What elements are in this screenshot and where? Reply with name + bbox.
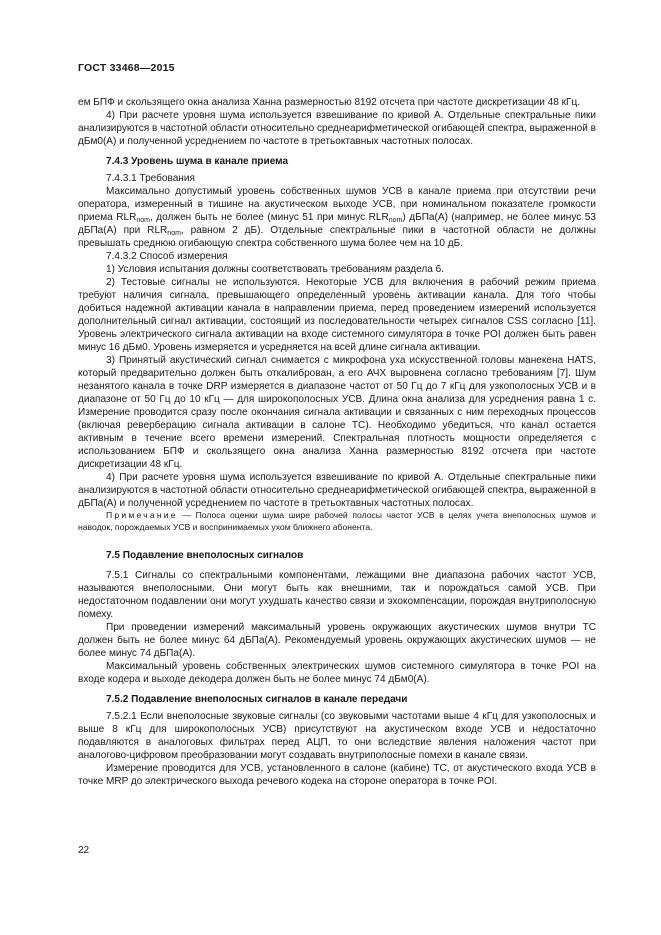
section-heading-7-5-2: 7.5.2 Подавление внеполосных сигналов в канале передачи (106, 694, 408, 705)
page-number: 22 (78, 845, 90, 856)
paragraph: 3) Принятый акустический сигнал снимается с микрофона уха искусственной головы манекена HATS, который предварительно должен быть откалиброван, а его АЧХ выровнена согласно требованиям [7]. Шум незанятого канала в точке DRP измеряется в диапазоне частот от 50 Гц до 7 кГц для узкополосных УСВ и в диапазоне от 50 Гц до 10 кГц — для широкополосных УСВ. Длина окна анализа для усреднения равна 1 с. Измерение проводится сразу после окончания сигнала активации и связанных с ним переходных процессов (включая реверберацию сигнала активации в салоне ТС). Необходимо убедиться, что канал остается активным в течение всего времени измерений. Спектральная плотность мощности определяется с использованием БПФ и скользящего окна анализа Ханна размерностью 8192 отсчета при частоте дискретизации 48 кГц. (78, 355, 596, 470)
section-heading-7-5: 7.5 Подавление внеполосных сигналов (106, 550, 304, 561)
paragraph: 1) Условия испытания должны соответствовать требованиям раздела 6. (106, 264, 444, 275)
document-header: ГОСТ 33468—2015 (78, 62, 175, 74)
subsection-title-7-4-3-2: 7.4.3.2 Способ измерения (106, 251, 228, 262)
paragraph: 2) Тестовые сигналы не используются. Некоторые УСВ для включения в рабочий режим приема требуют наличия сигнала, превышающего определенный уровень активации канала. Для того чтобы добиться надежной активации канала в направлении приема, перед проведением измерений используется дополнительный сигнал активации, состоящий из последовательности четырех сигналов CSS согласно [11]. Уровень электрического сигнала активации на входе системного симулятора в точке POI должен быть равен минус 16 дБм0. Уровень измеряется и усредняется на всей длине сигнала активации. (78, 277, 596, 353)
paragraph: ем БПФ и скользящего окна анализа Ханна размерностью 8192 отсчета при частоте дискретизации 48 кГц. (78, 97, 580, 108)
note: Примечание — Полоса оценки шума шире рабочей полосы частот УСВ в целях учета внеполосных шумов и наводок, порождаемых УСВ и воспринимаемых ухом ближнего абонента. (78, 510, 596, 532)
section-heading-7-4-3: 7.4.3 Уровень шума в канале приема (106, 156, 289, 167)
paragraph: 7.5.2.1 Если внеполосные звуковые сигналы (со звуковыми частотами выше 4 кГц для узкополосных и выше 8 кГц для широкополосных УСВ) присутствуют на акустическом входе УСВ и недостаточно подавляются в аналоговых фильтрах перед АЦП, то они вследствие явления наложения частот при аналогово-цифровом преобразовании могут создавать внутриполосные помехи в канале связи. (78, 711, 596, 761)
document-body (78, 96, 596, 788)
paragraph: Измерение проводится для УСВ, установленного в салоне (кабине) ТС, от акустического входа УСВ в точке MRP до электрического выхода речевого кодека на стороне оператора в точке POI. (78, 763, 596, 787)
paragraph: Максимально допустимый уровень собственных шумов УСВ в канале приема при отсутствии речи оператора, измеренный в тишине на акустическом выходе УСВ, при номинальном показателе громкости приема $RLR_{nom}$, должен быть не более (минус 51 при минус $RLR_{nom}$) дБПа(А) (например, не более минус 53 дБПа(А) при $RLR_{nom}$, равном 2 дБ). Отдельные спектральные пики в частотной области не должны превышать среднюю огибающую спектра собственного шума более чем на 10 дБ. (78, 186, 597, 249)
paragraph: При проведении измерений максимальный уровень окружающих акустических шумов внутри ТС должен быть не более минус 64 дБПа(А). Рекомендуемый уровень окружающих акустических шумов — не более минус 74 дБПа(А). (78, 622, 596, 659)
paragraph: 4) При расчете уровня шума используется взвешивание по кривой А. Отдельные спектральные пики анализируются в частотной области относительно среднеарифметической огибающей спектра, выраженной в дБм0(А) и полученной усреднением по частоте в третьоктавных частотных полосах. (78, 110, 596, 147)
note-label: Примечание (106, 510, 178, 520)
paragraph: 7.5.1 Сигналы со спектральными компонентами, лежащими вне диапазона рабочих частот УСВ, называются внеполосными. Они могут быть как внешними, так и порождаться самой УСВ. При недостаточном подавлении они могут ухудшать качество связи и эхокомпенсации, порождая внутриполосную помеху. (78, 570, 596, 620)
subsection-title-7-4-3-1: 7.4.3.1 Требования (106, 173, 195, 184)
paragraph: 4) При расчете уровня шума используется взвешивание по кривой А. Отдельные спектральные пики анализируются в частотной области относительно среднеарифметической огибающей спектра, выраженной в дБПа(А) и полученной усреднением по частоте в третьоктавных частотных полосах. (78, 472, 596, 509)
paragraph: Максимальный уровень собственных электрических шумов системного симулятора в точке POI на входе кодера и выходе декодера должен быть не более минус 74 дБм0(А). (78, 661, 596, 685)
